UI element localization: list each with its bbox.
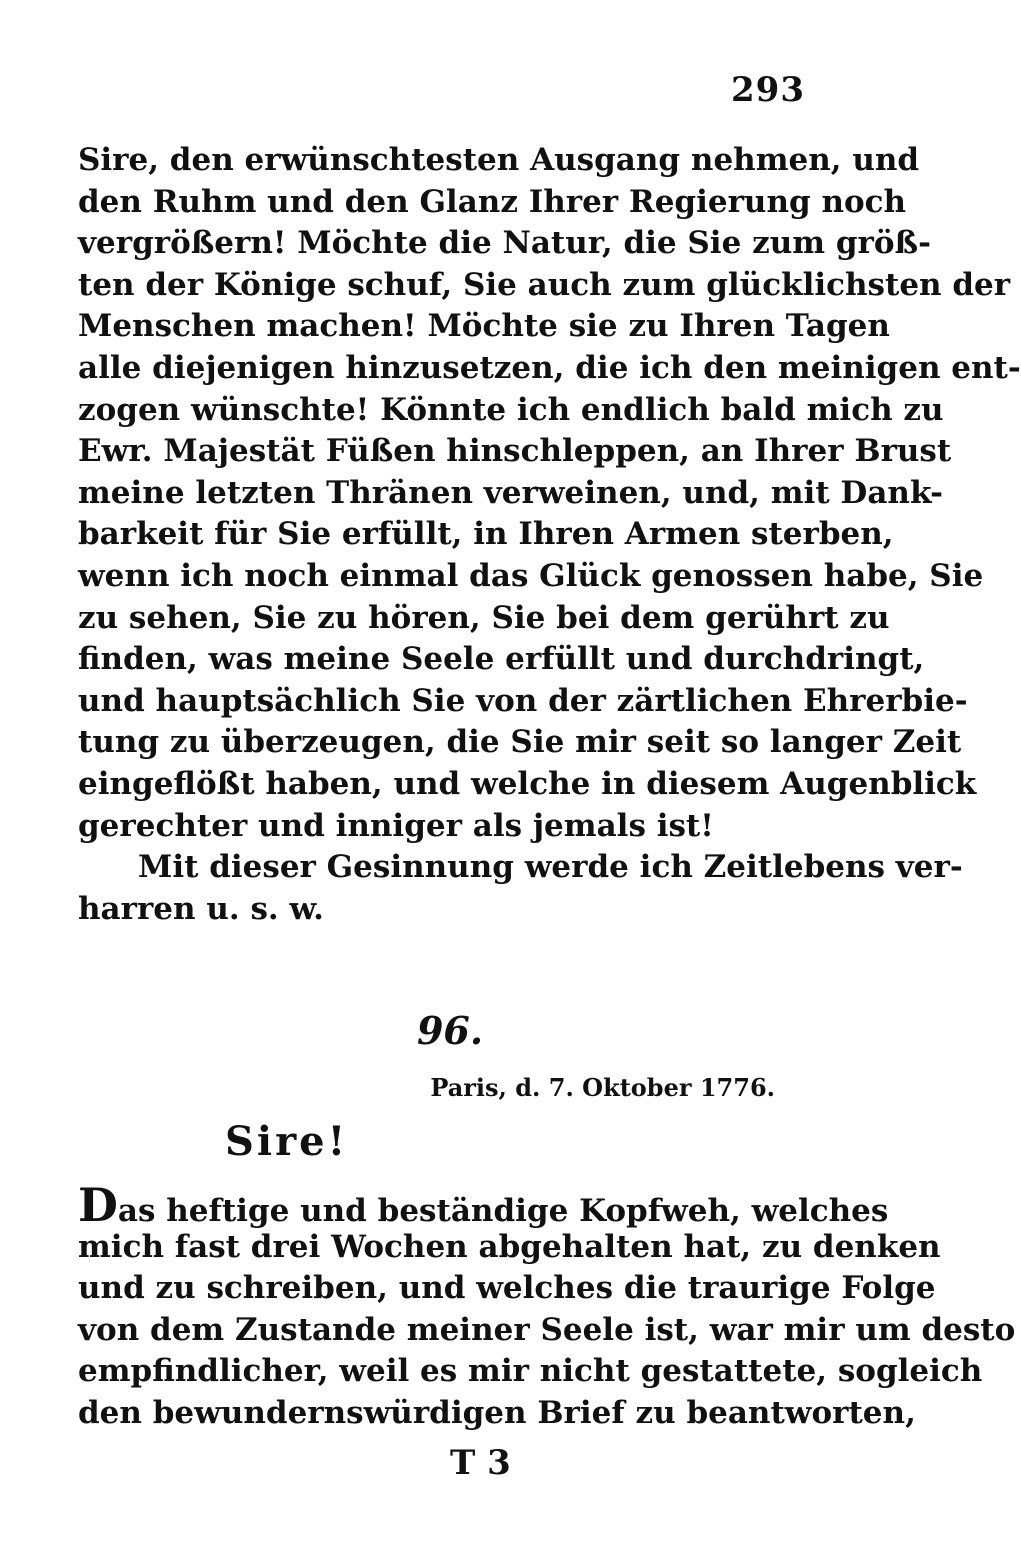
- text-line: ten der Könige schuf, Sie auch zum glücklichsten der: [78, 266, 1011, 303]
- text-line: empfindlicher, weil es mir nicht gestattete, sogleich: [78, 1353, 983, 1390]
- text-line: finden, was meine Seele erfüllt und durchdringt,: [78, 641, 925, 678]
- text-line: eingeflößt haben, und welche in diesem Augenblick: [78, 765, 977, 802]
- text-line: und hauptsächlich Sie von der zärtlichen Ehrerbie-: [78, 682, 968, 719]
- text-line: den Ruhm und den Glanz Ihrer Regierung noch: [78, 183, 907, 220]
- text-line: gerechter und inniger als jemals ist!: [78, 807, 714, 844]
- text-line: zu sehen, Sie zu hören, Sie bei dem gerührt zu: [78, 599, 890, 636]
- page-number: 293: [731, 70, 805, 110]
- text-line: Sire, den erwünschtesten Ausgang nehmen, und: [78, 142, 920, 178]
- letter-dateline: Paris, d. 7. Oktober 1776.: [430, 1073, 775, 1102]
- text-line-rest: as heftige und beständige Kopfweh, welches: [117, 1193, 889, 1229]
- signature-mark: T 3: [450, 1443, 511, 1483]
- text-line: [78, 1178, 889, 1232]
- text-line: Mit dieser Gesinnung werde ich Zeitlebens ver-: [138, 849, 963, 886]
- letter-salutation: Sire!: [225, 1118, 349, 1165]
- text-line: Menschen machen! Möchte sie zu Ihren Tagen: [78, 308, 890, 345]
- letter-96-body-text: [78, 1178, 1016, 1435]
- text-line: wenn ich noch einmal das Glück genossen habe, Sie: [78, 557, 984, 594]
- text-line: Ewr. Majestät Füßen hinschleppen, an Ihrer Brust: [78, 433, 952, 470]
- text-line: und zu schreiben, und welches die traurige Folge: [78, 1270, 936, 1307]
- text-line: meine letzten Thränen verweinen, und, mit Dank-: [78, 474, 944, 511]
- text-line: mich fast drei Wochen abgehalten hat, zu denken: [78, 1228, 941, 1265]
- text-line: zogen wünschte! Könnte ich endlich bald mich zu: [78, 391, 944, 428]
- text-line: alle diejenigen hinzusetzen, die ich den meinigen ent-: [78, 349, 1021, 386]
- letter-95-closing-text: [78, 140, 1021, 930]
- text-line: den bewundernswürdigen Brief zu beantworten,: [78, 1394, 916, 1431]
- drop-cap: D: [78, 1178, 118, 1232]
- text-line: tung zu überzeugen, die Sie mir seit so langer Zeit: [78, 724, 962, 761]
- text-line: vergrößern! Möchte die Natur, die Sie zum größ-: [78, 225, 931, 262]
- text-line: barkeit für Sie erfüllt, in Ihren Armen sterben,: [78, 516, 894, 553]
- text-line: harren u. s. w.: [78, 890, 324, 927]
- text-line: von dem Zustande meiner Seele ist, war mir um desto: [78, 1311, 1016, 1348]
- letter-number: 96.: [416, 1008, 484, 1053]
